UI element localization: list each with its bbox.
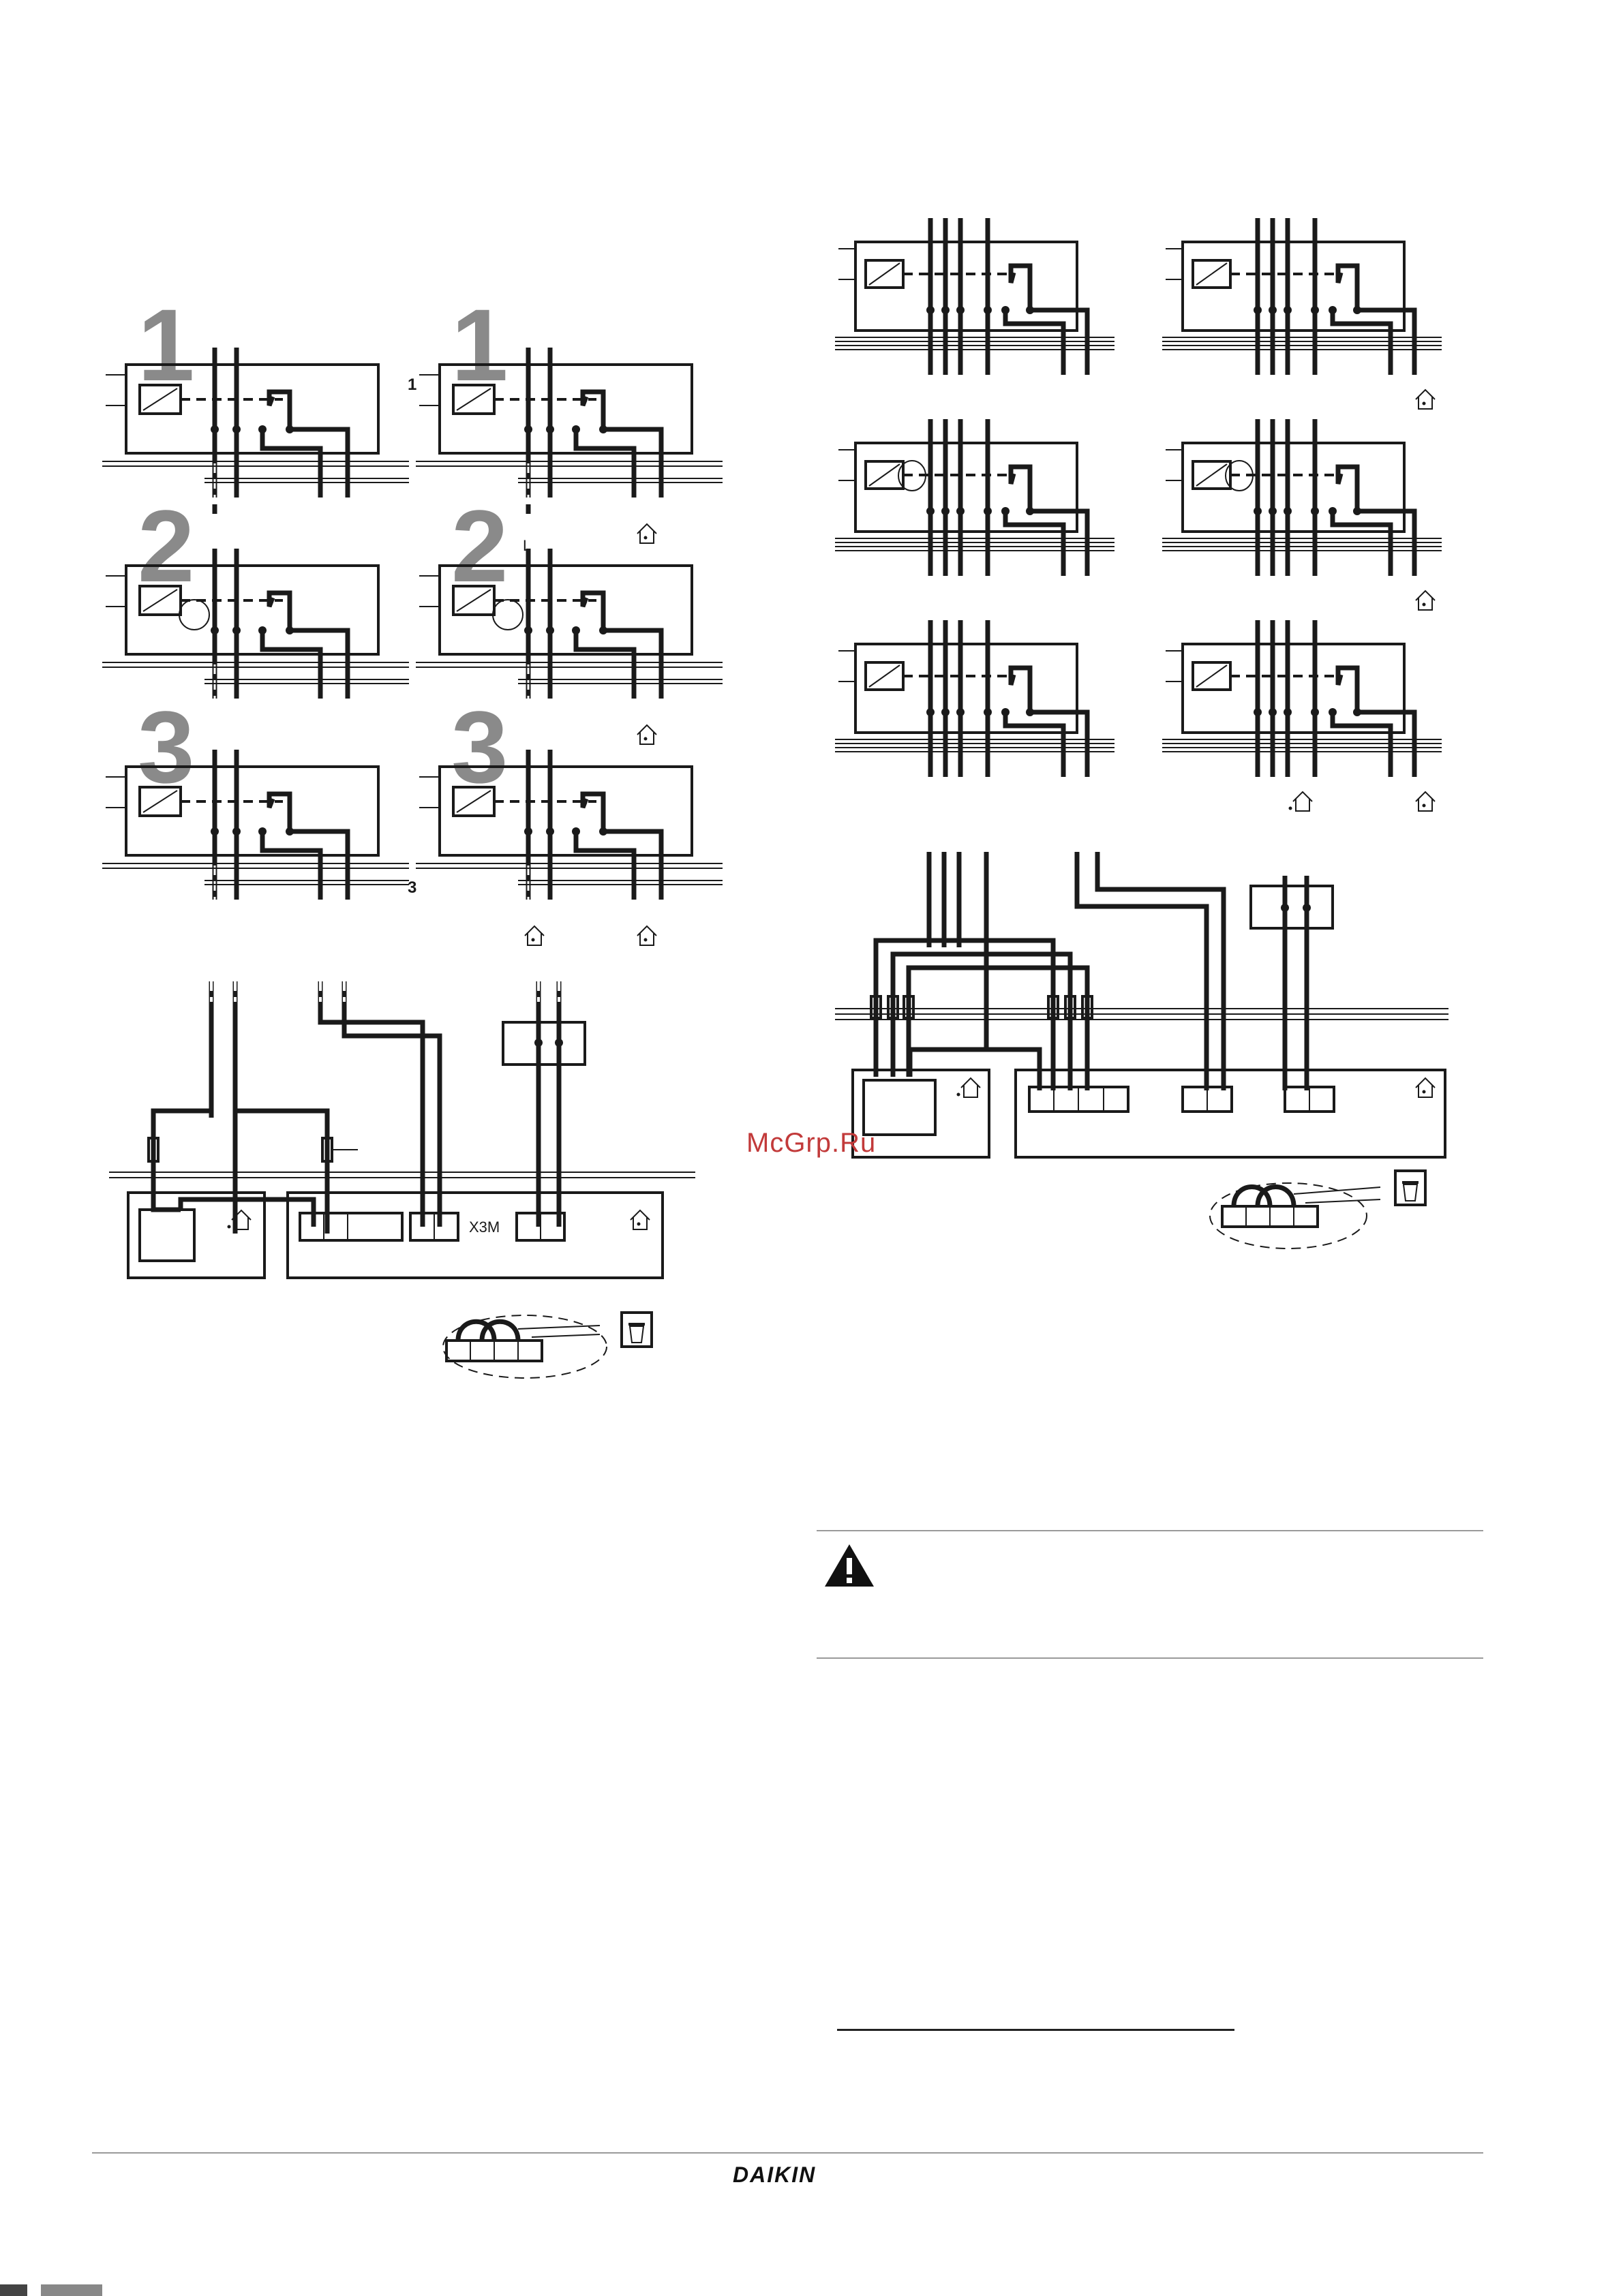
home-icon [1416,390,1435,409]
callout-L: L [523,537,532,554]
outdoor-unit-box-3ph [1016,1070,1445,1157]
page-edge-mark [0,2284,102,2296]
home-icon [525,926,544,945]
home-icon [1416,792,1435,811]
warning-triangle-icon [822,1542,877,1589]
home-icon [1416,1078,1435,1097]
indoor-unit-box [128,1193,264,1278]
three-phase-step-2-right [1162,419,1442,576]
step-number-2-right: 2 [451,489,509,603]
three-phase-step-2-left [835,419,1114,576]
three-phase-step-3-right [1162,620,1442,777]
left-wiring-diagram [109,975,695,1383]
watermark: McGrp.Ru [746,1128,877,1158]
rcd-sensor-right [493,600,523,630]
home-icon [957,1078,981,1097]
step-number-1-right: 1 [451,288,509,402]
three-phase-step-1-right [1162,218,1442,375]
step-number-2-left: 2 [138,489,195,603]
waste-bin-icon [1395,1171,1425,1205]
home-icon [637,926,656,945]
home-icon [1416,591,1435,610]
step-number-3-right: 3 [451,690,509,804]
home-icon [631,1210,650,1229]
three-phase-step-1-left [835,218,1114,375]
waste-bin-icon [622,1313,652,1347]
home-icon [228,1210,252,1229]
home-icon [1289,792,1313,811]
terminal-block-label: X3M [469,1219,500,1236]
step-number-1-left: 1 [138,288,195,402]
callout-1: 1 [408,376,417,394]
footer-divider [92,2152,1483,2154]
brand-logo: DAIKIN [733,2162,817,2187]
right-step-diagrams [835,211,1489,825]
left-step-diagrams [102,288,716,968]
three-phase-step-3-left [835,620,1114,777]
callout-3: 3 [408,878,417,897]
rcd-sensor-left [179,600,209,630]
step-number-3-left: 3 [138,690,195,804]
warning-box [817,1530,1483,1659]
note-divider [837,2029,1234,2031]
right-wiring-diagram [835,845,1448,1254]
isolator-box-3ph [1251,886,1333,928]
isolator-box [503,1022,585,1065]
home-icon [637,725,656,744]
home-icon [637,524,656,543]
